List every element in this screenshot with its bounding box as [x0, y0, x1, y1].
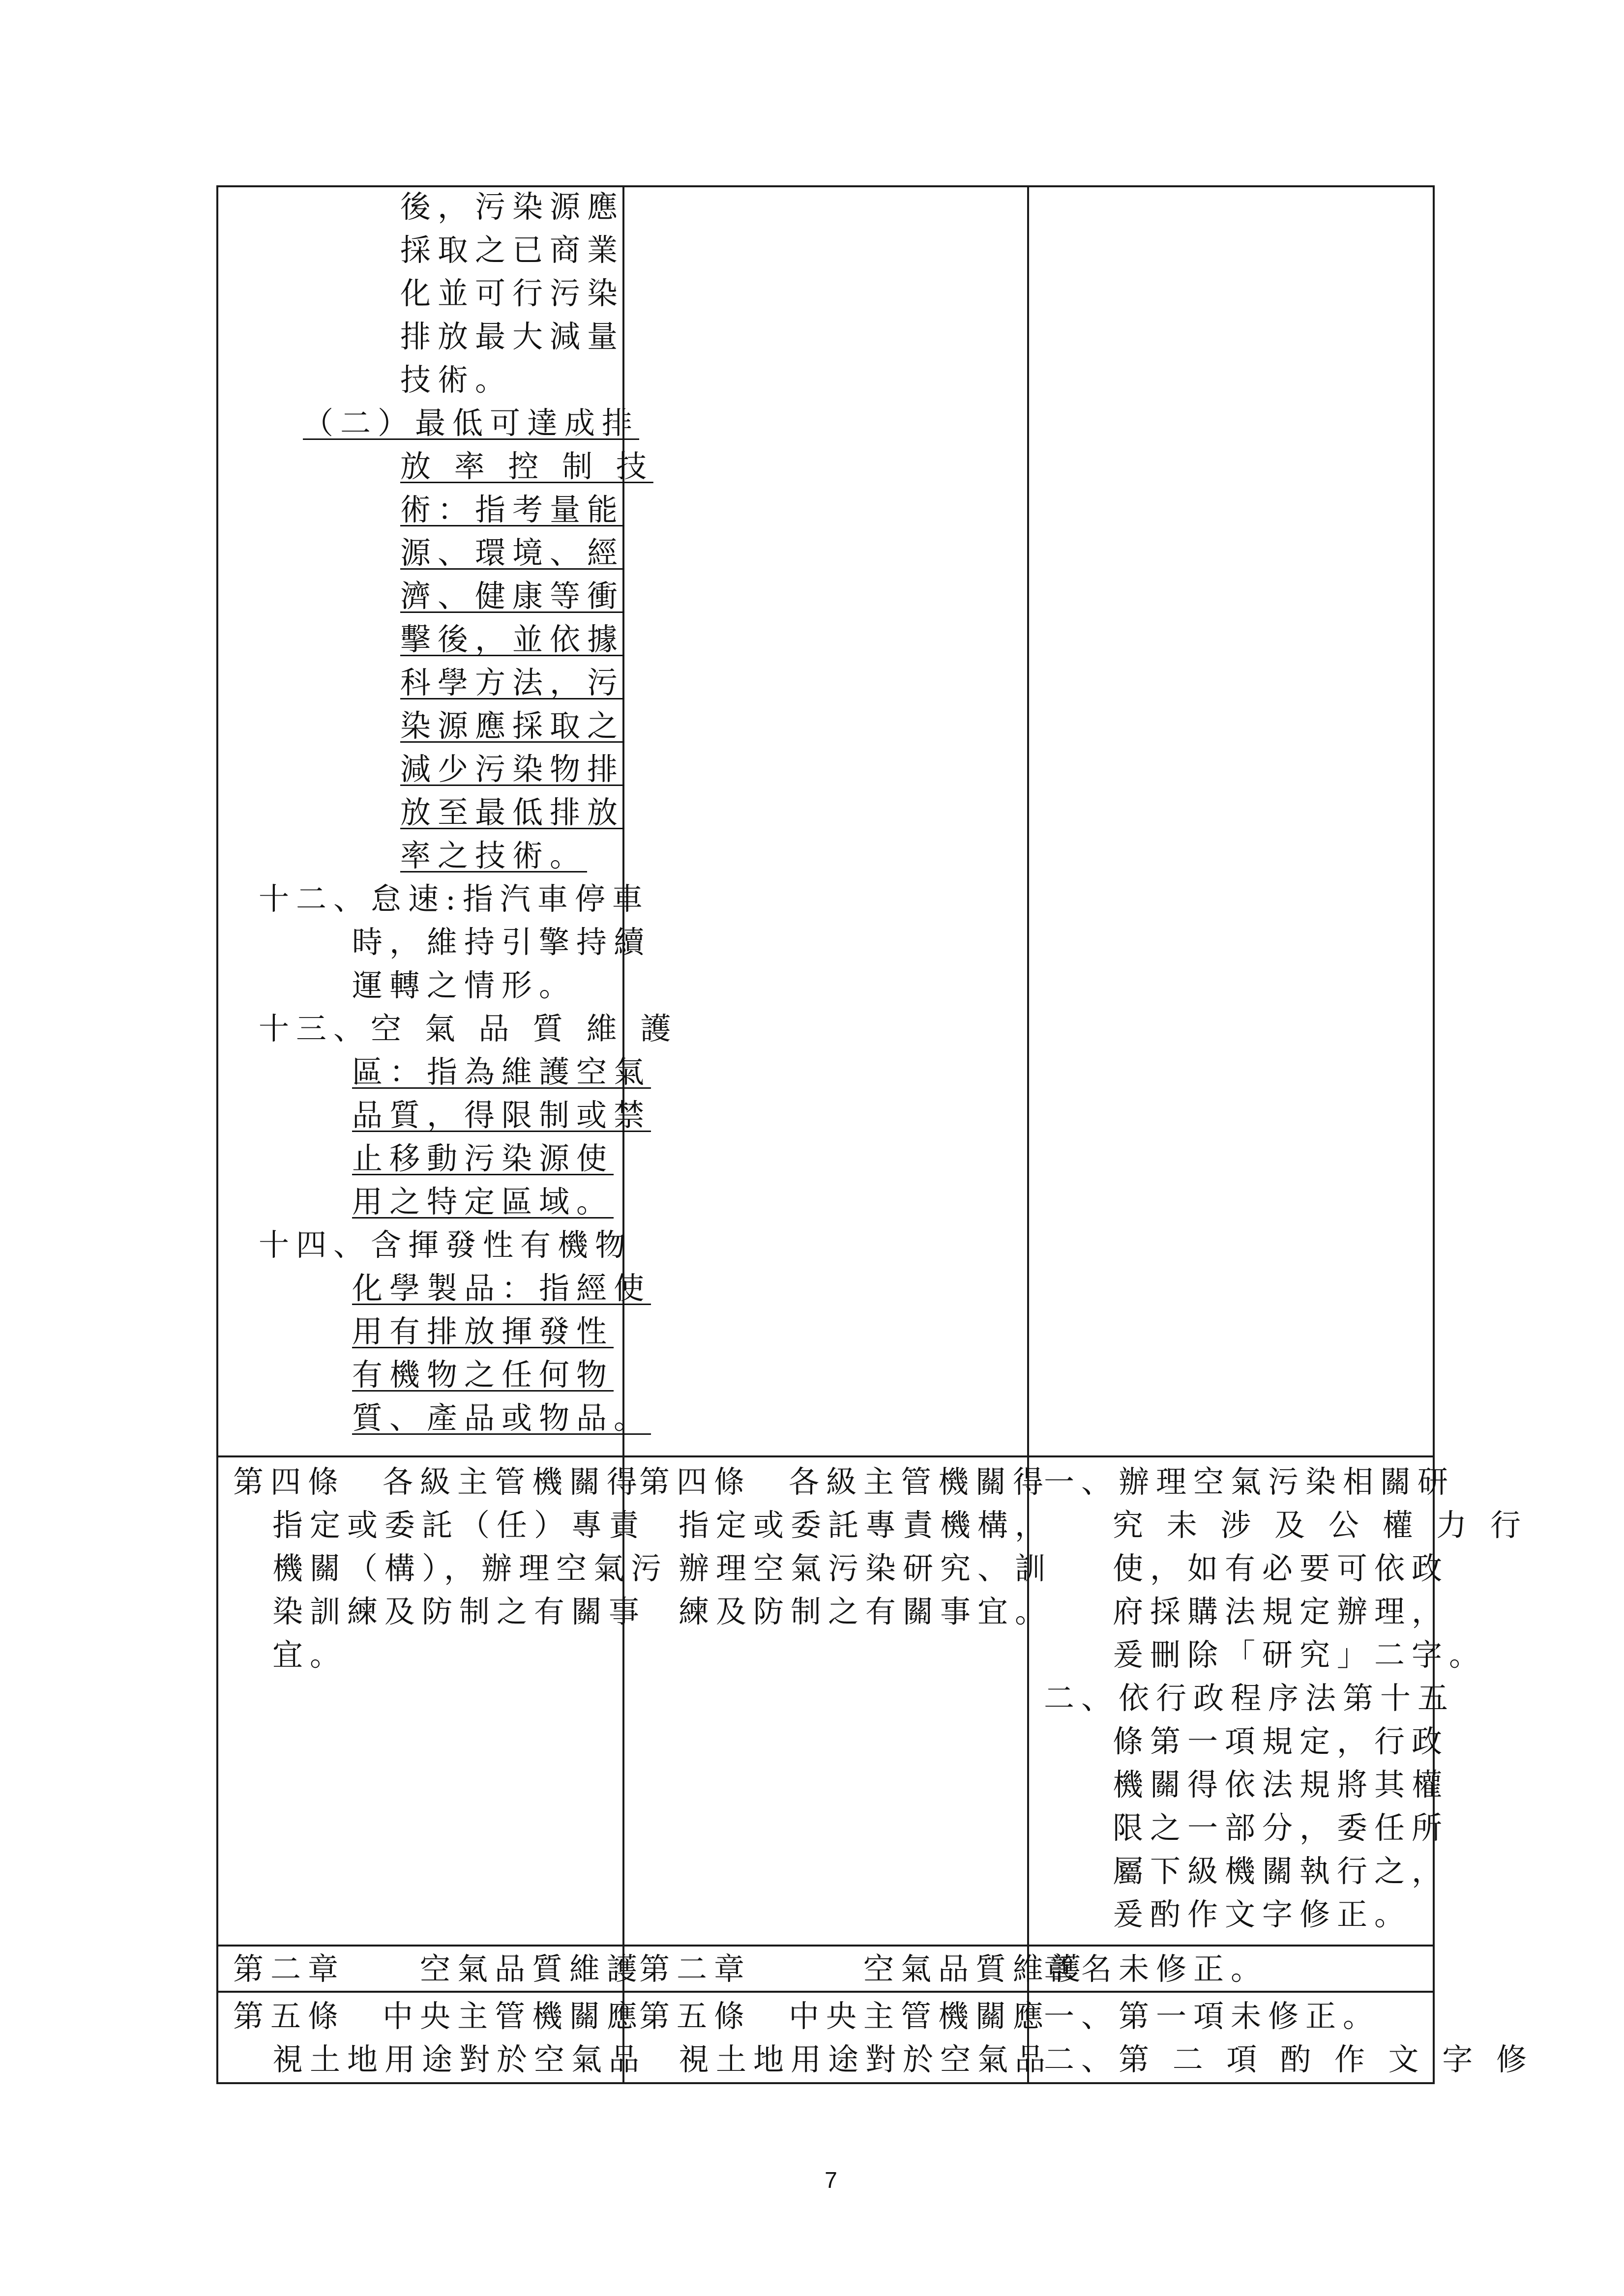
text-line: 辦理空氣污染研究、訓	[679, 1550, 1053, 1586]
text-line: 排放最大減量	[400, 319, 625, 354]
text-line: 化並可行污染	[400, 275, 625, 311]
cell-explanation-definitions	[1028, 186, 1434, 1456]
text-line: 術：指考量能	[400, 492, 625, 527]
text-line: 源、環境、經	[400, 535, 625, 571]
text-line: 視土地用途對於空氣品	[272, 2041, 647, 2077]
text-line: 濟、健康等衝	[400, 578, 625, 614]
text-line: 質、產品或物品。	[352, 1400, 651, 1436]
text-line: 機關（構），辦理空氣污	[272, 1550, 669, 1586]
cell-amended-article5	[217, 1992, 647, 2083]
text-line: 限之一部分，委任所	[1113, 1810, 1449, 1846]
cell-amended-definitions	[217, 186, 678, 1456]
text-line: 運轉之情形。	[352, 967, 577, 1003]
text-line: 染訓練及防制之有關事	[272, 1594, 647, 1629]
text-line: 二、依行政程序法第十五	[1044, 1680, 1455, 1716]
text-line: 第五條 中央主管機關應	[639, 1998, 1051, 2034]
text-line: 屬下級機關執行之，	[1113, 1853, 1449, 1889]
text-line: 第四條 各級主管機關得	[233, 1464, 645, 1500]
text-line: 練及防制之有關事宜。	[679, 1594, 1053, 1629]
text-line: 十四、含揮發性有機物	[259, 1227, 633, 1263]
table-row-article5	[217, 1992, 1434, 2083]
text-line: 有機物之任何物	[352, 1357, 614, 1393]
text-line: 時，維持引擎持續	[352, 924, 651, 960]
table-row-chapter2	[217, 1946, 1434, 1992]
text-line: 第二章 空氣品質維護	[639, 1951, 1088, 1987]
text-line: 採取之已商業	[400, 232, 625, 268]
text-line: 用之特定區域。	[352, 1184, 614, 1220]
text-line: 品質，得限制或禁	[352, 1097, 651, 1133]
text-line: 第二章 空氣品質維護	[233, 1951, 645, 1987]
cell-explanation-chapter2	[1028, 1946, 1434, 1992]
text-line: 使，如有必要可依政	[1113, 1550, 1449, 1586]
text-line: 用有排放揮發性	[352, 1313, 614, 1349]
cell-amended-article4	[217, 1456, 669, 1946]
table-row-article4	[217, 1456, 1434, 1946]
table-row-definitions	[217, 186, 1434, 1456]
text-line: 章名未修正。	[1044, 1951, 1269, 1987]
text-line: 二、第 二 項 酌 作 文 字 修	[1044, 2041, 1534, 2077]
text-line: 放 率 控 制 技	[400, 448, 653, 484]
text-line: 擊後，並依據	[400, 621, 625, 657]
cell-explanation-article4	[1028, 1456, 1528, 1946]
cell-current-definitions	[623, 186, 1028, 1456]
text-line: 第四條 各級主管機關得	[639, 1464, 1051, 1500]
text-line: 條第一項規定，行政	[1113, 1723, 1449, 1759]
text-line: 爰酌作文字修正。	[1113, 1896, 1412, 1932]
text-line: 一、辦理空氣污染相關研	[1044, 1464, 1455, 1500]
text-line: 止移動污染源使	[352, 1140, 614, 1176]
text-line: （二）最低可達成排	[303, 405, 640, 441]
text-line: 放至最低排放	[400, 794, 625, 830]
text-line: 第五條 中央主管機關應	[233, 1998, 645, 2034]
page-number: 7	[825, 2167, 837, 2193]
text-line: 區：指為維護空氣	[352, 1054, 651, 1090]
text-line: 十二、怠速:指汽車停車	[259, 881, 650, 917]
cell-explanation-article5	[1028, 1992, 1534, 2083]
text-line: 科學方法，污	[400, 665, 625, 700]
text-line: 技術。	[400, 362, 513, 398]
text-line: 府採購法規定辦理，	[1113, 1594, 1449, 1629]
text-line: 化學製品：指經使	[352, 1270, 651, 1306]
text-line: 一、第一項未修正。	[1044, 1998, 1381, 2034]
text-line: 宜。	[272, 1637, 348, 1673]
text-line: 究 未 涉 及 公 權 力 行	[1113, 1507, 1528, 1543]
text-line: 十三、空 氣 品 質 維 護	[259, 1011, 678, 1046]
text-line: 減少污染物排	[400, 751, 625, 787]
cell-current-chapter2	[623, 1946, 1088, 1992]
text-line: 指定或委託專責機構，	[679, 1507, 1053, 1543]
cell-amended-chapter2	[217, 1946, 645, 1992]
text-line: 爰刪除「研究」二字。	[1113, 1637, 1487, 1673]
text-line: 機關得依法規將其權	[1113, 1767, 1449, 1802]
text-line: 指定或委託（任）專責	[272, 1507, 647, 1543]
text-line: 視土地用途對於空氣品	[679, 2041, 1053, 2077]
cell-current-article5	[623, 1992, 1053, 2083]
text-line: 染源應採取之	[400, 708, 625, 744]
text-line: 後，污染源應	[400, 189, 625, 225]
comparison-table	[216, 185, 1534, 2084]
cell-current-article4	[623, 1456, 1053, 1946]
text-line: 率之技術。	[400, 838, 588, 873]
